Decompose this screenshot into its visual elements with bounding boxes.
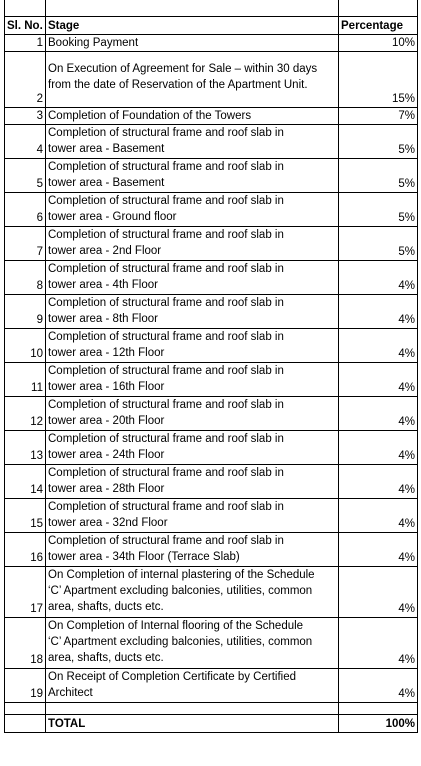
- header-sl-no: Sl. No.: [5, 17, 46, 35]
- stage-line: Booking Payment: [48, 37, 139, 49]
- table-total-row: [5, 715, 418, 733]
- stage-line: Completion of structural frame and roof slab in: [48, 195, 284, 207]
- stage-line: Completion of Foundation of the Towers: [48, 110, 252, 122]
- stage-line: Architect: [48, 687, 93, 699]
- row-sl-no: 7: [5, 227, 46, 261]
- row-sl-no: 15: [5, 499, 46, 533]
- total-label: TOTAL: [46, 715, 339, 733]
- stage-line: Completion of structural frame and roof slab in: [48, 501, 284, 513]
- payment-schedule-page: [4, 0, 417, 766]
- row-sl-no: 12: [5, 397, 46, 431]
- table-row: [5, 567, 418, 618]
- row-sl-no: 1: [5, 35, 46, 52]
- table-row: [5, 618, 418, 669]
- row-stage: [46, 52, 339, 108]
- table-row: [5, 261, 418, 295]
- stage-line: Completion of structural frame and roof slab in: [48, 399, 284, 411]
- row-percentage: 5%: [339, 193, 418, 227]
- stage-line: tower area - Ground floor: [48, 211, 177, 223]
- row-stage: [46, 397, 339, 431]
- row-stage: [46, 363, 339, 397]
- table-row: [5, 363, 418, 397]
- row-stage: [46, 159, 339, 193]
- row-stage: [46, 35, 339, 52]
- stage-line: tower area - Basement: [48, 143, 165, 155]
- table-row: [5, 431, 418, 465]
- stage-line: tower area - 32nd Floor: [48, 517, 168, 529]
- row-percentage: 4%: [339, 363, 418, 397]
- row-sl-no: 2: [5, 52, 46, 108]
- row-percentage: 5%: [339, 125, 418, 159]
- row-percentage: 5%: [339, 227, 418, 261]
- stage-line: Completion of structural frame and roof slab in: [48, 127, 284, 139]
- table-row: [5, 159, 418, 193]
- stage-line: Completion of structural frame and roof slab in: [48, 263, 284, 275]
- row-sl-no: 10: [5, 329, 46, 363]
- stage-line: Completion of structural frame and roof slab in: [48, 297, 284, 309]
- row-sl-no: 14: [5, 465, 46, 499]
- row-percentage: 4%: [339, 397, 418, 431]
- table-row: [5, 533, 418, 567]
- row-percentage: 10%: [339, 35, 418, 52]
- row-stage: [46, 618, 339, 669]
- row-percentage: 4%: [339, 618, 418, 669]
- stage-line: Completion of structural frame and roof slab in: [48, 467, 284, 479]
- stage-line: area, shafts, ducts etc.: [48, 652, 164, 664]
- table-row: [5, 125, 418, 159]
- row-stage: [46, 295, 339, 329]
- row-sl-no: 16: [5, 533, 46, 567]
- row-sl-no: 19: [5, 669, 46, 703]
- stage-line: tower area - 16th Floor: [48, 381, 165, 393]
- stage-line: On Completion of internal plastering of the Schedule: [48, 569, 315, 581]
- stage-line: ‘C’ Apartment excluding balconies, utilities, common: [48, 636, 313, 648]
- row-percentage: 4%: [339, 329, 418, 363]
- stage-line: tower area - 28th Floor: [48, 483, 165, 495]
- table-row: [5, 193, 418, 227]
- row-sl-no: 4: [5, 125, 46, 159]
- row-stage: [46, 431, 339, 465]
- row-stage: [46, 193, 339, 227]
- table-top-spacer-row: [5, 0, 418, 17]
- row-percentage: 4%: [339, 669, 418, 703]
- row-sl-no: 3: [5, 108, 46, 125]
- row-stage: [46, 465, 339, 499]
- stage-line: tower area - 20th Floor: [48, 415, 165, 427]
- stage-line: tower area - 24th Floor: [48, 449, 165, 461]
- table-header-row: [5, 17, 418, 35]
- stage-line: area, shafts, ducts etc.: [48, 601, 164, 613]
- row-sl-no: 6: [5, 193, 46, 227]
- stage-line: tower area - 34th Floor (Terrace Slab): [48, 551, 240, 563]
- row-stage: [46, 329, 339, 363]
- row-stage: [46, 669, 339, 703]
- table-row: [5, 397, 418, 431]
- stage-line: tower area - 4th Floor: [48, 279, 158, 291]
- stage-line: Completion of structural frame and roof slab in: [48, 365, 284, 377]
- stage-line: tower area - 8th Floor: [48, 313, 158, 325]
- row-percentage: 4%: [339, 295, 418, 329]
- stage-line: Completion of structural frame and roof slab in: [48, 161, 284, 173]
- table-row: [5, 52, 418, 108]
- table-row: [5, 329, 418, 363]
- row-stage: [46, 499, 339, 533]
- row-sl-no: 18: [5, 618, 46, 669]
- row-percentage: 4%: [339, 431, 418, 465]
- row-percentage: 4%: [339, 533, 418, 567]
- stage-line: On Execution of Agreement for Sale – within 30 days: [48, 63, 318, 75]
- stage-line: from the date of Reservation of the Apartment Unit.: [48, 79, 308, 91]
- stage-line: Completion of structural frame and roof slab in: [48, 535, 284, 547]
- table-row: [5, 295, 418, 329]
- row-sl-no: 17: [5, 567, 46, 618]
- header-percentage: Percentage: [339, 17, 418, 35]
- stage-line: tower area - 12th Floor: [48, 347, 165, 359]
- row-sl-no: 8: [5, 261, 46, 295]
- total-percentage: 100%: [339, 715, 418, 733]
- row-stage: [46, 533, 339, 567]
- row-percentage: 4%: [339, 499, 418, 533]
- stage-line: On Receipt of Completion Certificate by Certified: [48, 671, 296, 683]
- header-stage: Stage: [46, 17, 339, 35]
- stage-line: On Completion of Internal flooring of the Schedule: [48, 620, 304, 632]
- row-percentage: 4%: [339, 465, 418, 499]
- stage-line: tower area - 2nd Floor: [48, 245, 162, 257]
- row-stage: [46, 261, 339, 295]
- row-stage: [46, 125, 339, 159]
- row-sl-no: 5: [5, 159, 46, 193]
- stage-line: tower area - Basement: [48, 177, 165, 189]
- row-percentage: 15%: [339, 52, 418, 108]
- row-sl-no: 11: [5, 363, 46, 397]
- row-percentage: 4%: [339, 261, 418, 295]
- row-sl-no: 9: [5, 295, 46, 329]
- row-percentage: 5%: [339, 159, 418, 193]
- table-row: [5, 227, 418, 261]
- stage-line: ‘C’ Apartment excluding balconies, utilities, common: [48, 585, 313, 597]
- row-percentage: 4%: [339, 567, 418, 618]
- table-row: [5, 35, 418, 52]
- table-row: [5, 499, 418, 533]
- row-sl-no: 13: [5, 431, 46, 465]
- table-row: [5, 669, 418, 703]
- table-blank-row: [5, 703, 418, 715]
- row-stage: [46, 227, 339, 261]
- table-row: [5, 465, 418, 499]
- table-row: [5, 108, 418, 125]
- stage-line: Completion of structural frame and roof slab in: [48, 331, 284, 343]
- stage-line: Completion of structural frame and roof slab in: [48, 229, 284, 241]
- row-stage: [46, 567, 339, 618]
- row-percentage: 7%: [339, 108, 418, 125]
- row-stage: [46, 108, 339, 125]
- stage-line: Completion of structural frame and roof slab in: [48, 433, 284, 445]
- payment-schedule-table: [4, 0, 418, 733]
